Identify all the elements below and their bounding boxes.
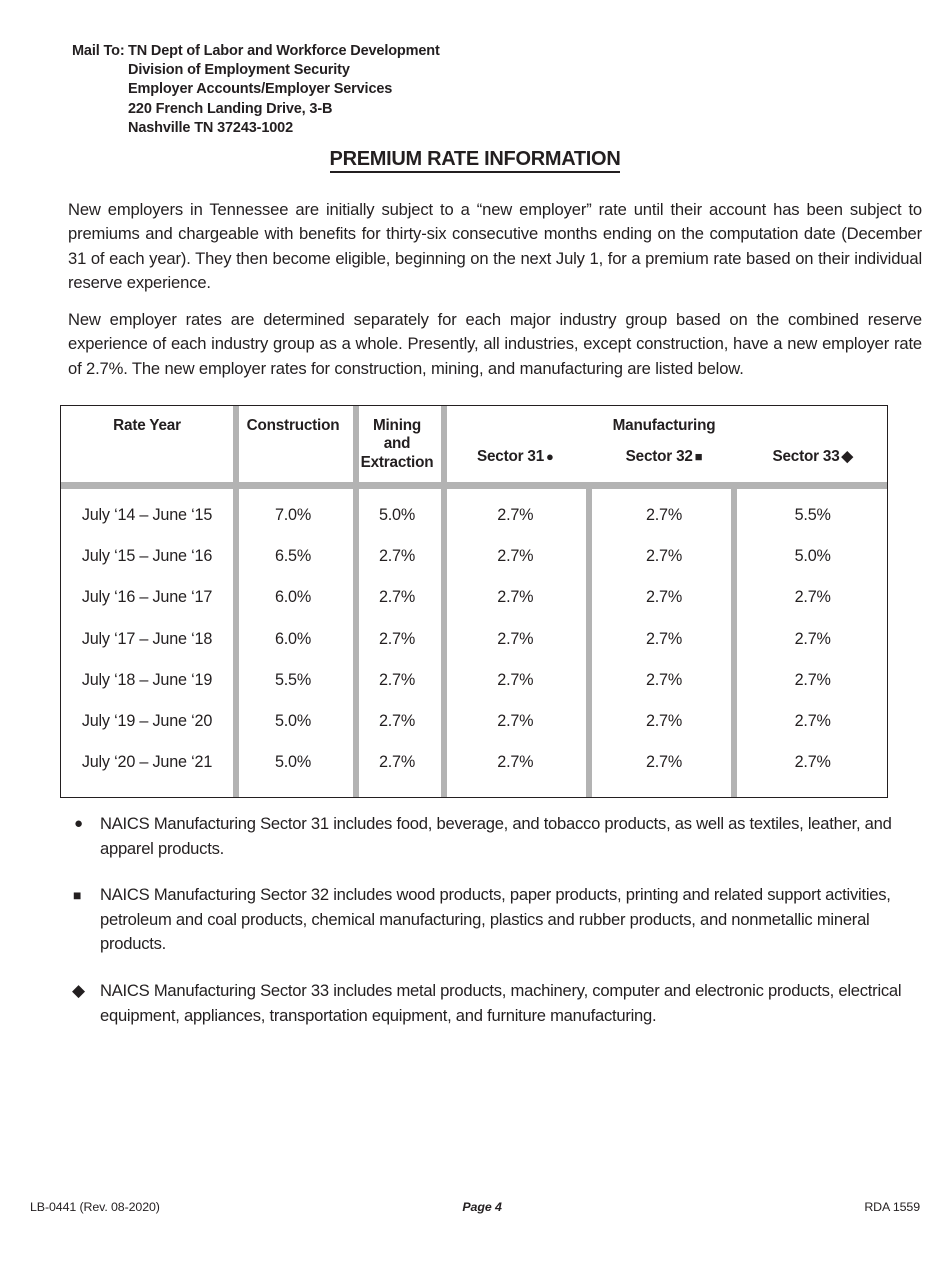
footer-rda-number: RDA 1559 bbox=[864, 1200, 920, 1214]
cell-mining: 2.7% bbox=[378, 753, 416, 772]
header-rate-year: Rate Year bbox=[113, 417, 181, 434]
cell-mining: 5.0% bbox=[378, 506, 416, 525]
sector-note-text: NAICS Manufacturing Sector 33 includes metal products, machinery, computer and electronic products, electrical equipment, appliances, transportation equipment, and furniture manufacturing. bbox=[100, 980, 902, 1025]
cell-mining: 2.7% bbox=[378, 670, 416, 689]
cell-sector-32: 2.7% bbox=[645, 753, 683, 772]
cell-sector-33: 2.7% bbox=[794, 712, 831, 731]
header-sector-33-label: Sector 33 bbox=[772, 448, 840, 466]
circle-marker-icon: ● bbox=[546, 449, 554, 465]
header-sector-31 bbox=[441, 448, 590, 466]
page-title bbox=[0, 148, 950, 171]
cell-sector-33: 5.5% bbox=[794, 506, 831, 525]
cell-mining: 2.7% bbox=[378, 629, 416, 648]
cell-sector-31: 2.7% bbox=[497, 712, 534, 731]
cell-construction: 6.0% bbox=[274, 629, 312, 648]
header-sector-33 bbox=[738, 448, 887, 466]
cell-construction: 5.5% bbox=[274, 670, 312, 689]
cell-construction: 5.0% bbox=[274, 712, 312, 731]
mail-to-label: Mail To: bbox=[72, 43, 125, 59]
cell-sector-31: 2.7% bbox=[497, 547, 534, 566]
cell-sector-31: 2.7% bbox=[497, 753, 534, 772]
cell-sector-32: 2.7% bbox=[645, 629, 683, 648]
cell-sector-33: 2.7% bbox=[794, 670, 831, 689]
sector-note-text: NAICS Manufacturing Sector 31 includes food, beverage, and tobacco products, as well as textiles, leather, and apparel products. bbox=[100, 814, 892, 858]
square-bullet-icon: ■ bbox=[73, 887, 82, 904]
cell-rate-year: July ‘16 – June ‘17 bbox=[81, 588, 213, 607]
header-manufacturing-label: Manufacturing bbox=[612, 417, 716, 434]
circle-bullet-icon: ● bbox=[74, 815, 83, 832]
premium-rate-table bbox=[60, 405, 888, 798]
cell-construction: 5.0% bbox=[274, 753, 312, 772]
header-construction: Construction bbox=[246, 417, 340, 434]
cell-construction: 6.5% bbox=[274, 547, 312, 566]
sector-note-text: NAICS Manufacturing Sector 32 includes wood products, paper products, printing and related support activities, petroleum and coal products, chemical manufacturing, plastics and rubber products, and nonmetallic mineral products. bbox=[100, 885, 891, 954]
cell-rate-year: July ‘15 – June ‘16 bbox=[81, 547, 213, 566]
cell-mining: 2.7% bbox=[378, 588, 416, 607]
table-row bbox=[61, 577, 887, 618]
footer-form-number: LB-0441 (Rev. 08-2020) bbox=[30, 1200, 160, 1214]
header-sector-32-label: Sector 32 bbox=[625, 448, 693, 466]
cell-sector-33: 2.7% bbox=[794, 629, 831, 648]
table-body bbox=[61, 489, 887, 797]
sector-note-item bbox=[68, 812, 918, 861]
table-row bbox=[61, 536, 887, 577]
mail-to-line-3: Employer Accounts/Employer Services bbox=[128, 81, 393, 98]
cell-sector-33: 2.7% bbox=[794, 753, 831, 772]
header-mining-line-3: Extraction bbox=[360, 453, 434, 471]
cell-sector-32: 2.7% bbox=[645, 670, 683, 689]
mail-to-line-5: Nashville TN 37243-1002 bbox=[128, 119, 294, 136]
page-footer bbox=[30, 1200, 920, 1214]
cell-sector-31: 2.7% bbox=[497, 588, 534, 607]
cell-rate-year: July ‘18 – June ‘19 bbox=[81, 670, 213, 689]
table-row bbox=[61, 619, 887, 660]
mail-to-block bbox=[72, 42, 440, 138]
cell-construction: 6.0% bbox=[274, 588, 312, 607]
page-title-text: PREMIUM RATE INFORMATION bbox=[330, 148, 621, 173]
table-row bbox=[61, 495, 887, 536]
footer-page-number: Page 4 bbox=[462, 1200, 502, 1214]
diamond-bullet-icon: ◆ bbox=[72, 980, 85, 1000]
cell-rate-year: July ‘20 – June ‘21 bbox=[81, 753, 213, 772]
cell-sector-31: 2.7% bbox=[497, 670, 534, 689]
mail-to-line-1: TN Dept of Labor and Workforce Development bbox=[128, 43, 440, 59]
table-header-row bbox=[61, 406, 887, 482]
cell-sector-32: 2.7% bbox=[645, 588, 683, 607]
header-body-divider bbox=[61, 482, 887, 489]
sector-note-item bbox=[68, 883, 918, 957]
table-row bbox=[61, 660, 887, 701]
mail-to-first-row bbox=[72, 42, 440, 61]
cell-mining: 2.7% bbox=[378, 712, 416, 731]
header-sector-32 bbox=[590, 448, 739, 466]
table-row bbox=[61, 701, 887, 742]
table-body-bottom-spacer bbox=[61, 783, 887, 797]
cell-sector-32: 2.7% bbox=[645, 506, 683, 525]
cell-sector-33: 5.0% bbox=[794, 547, 831, 566]
cell-mining: 2.7% bbox=[378, 547, 416, 566]
mail-to-line-4: 220 French Landing Drive, 3-B bbox=[128, 100, 333, 117]
mail-to-line-2: Division of Employment Security bbox=[128, 62, 350, 79]
cell-construction: 7.0% bbox=[274, 506, 312, 525]
header-sector-31-label: Sector 31 bbox=[476, 448, 545, 466]
cell-sector-31: 2.7% bbox=[497, 629, 534, 648]
cell-rate-year: July ‘19 – June ‘20 bbox=[81, 712, 213, 731]
cell-rate-year: July ‘14 – June ‘15 bbox=[81, 506, 213, 525]
header-sector-row bbox=[441, 448, 887, 466]
cell-sector-32: 2.7% bbox=[645, 712, 683, 731]
cell-sector-33: 2.7% bbox=[794, 588, 831, 607]
header-manufacturing-group bbox=[441, 406, 887, 482]
table-row bbox=[61, 742, 887, 783]
intro-paragraph-2: New employer rates are determined separately for each major industry group based on the combined reserve experience of each industry group as a whole. Presently, all industries, except construction, have a new employer rate of 2.7%. The new employer rates for construction, mining, and manufacturing are listed below. bbox=[68, 310, 922, 378]
cell-sector-32: 2.7% bbox=[645, 547, 683, 566]
cell-sector-31: 2.7% bbox=[497, 506, 534, 525]
sector-note-item bbox=[68, 979, 918, 1028]
cell-rate-year: July ‘17 – June ‘18 bbox=[81, 629, 213, 648]
header-mining-line-2: and bbox=[383, 435, 411, 453]
intro-paragraph-1: New employers in Tennessee are initially subject to a “new employer” rate until their account has been subject to premiums and chargeable with benefits for thirty-six consecutive months ending on the computation date (December 31 of each year). They then become eligible, beginning on the next July 1, for a premium rate based on their individual reserve experience. bbox=[68, 200, 922, 293]
header-mining-and-extraction bbox=[353, 406, 441, 482]
header-mining-line-1: Mining bbox=[372, 417, 422, 434]
diamond-marker-icon: ◆ bbox=[841, 448, 853, 466]
sector-notes-list bbox=[68, 812, 918, 1050]
square-marker-icon: ■ bbox=[694, 449, 703, 465]
